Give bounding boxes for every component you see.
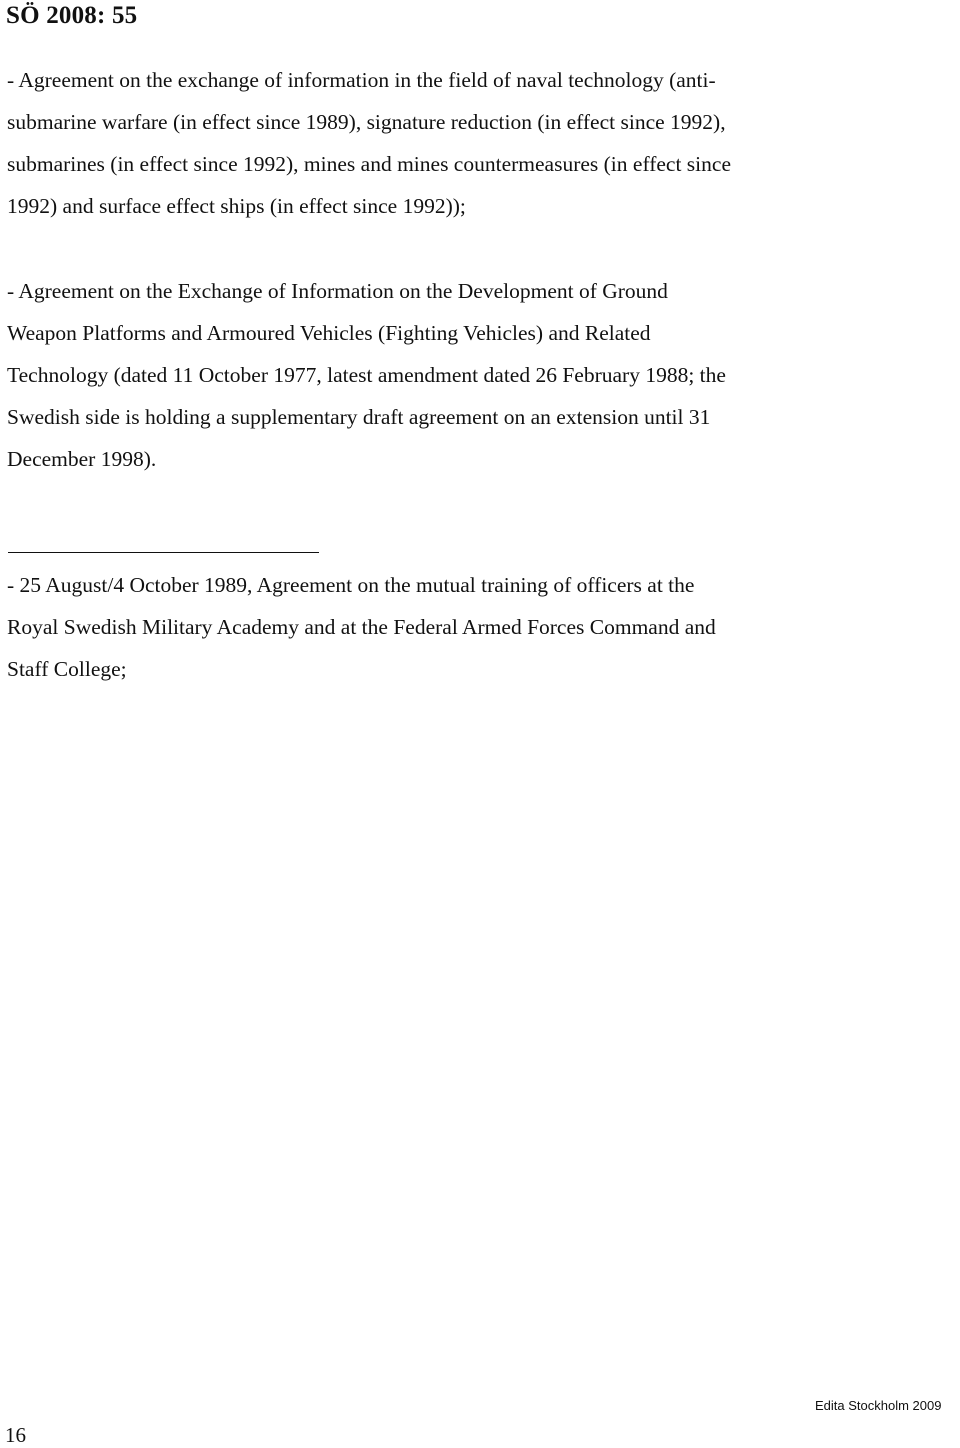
agreement-paragraph-ground-weapon-platforms — [7, 270, 907, 480]
paragraph-line: - Agreement on the exchange of information in the field of naval technology (anti- — [7, 68, 716, 92]
document-reference: SÖ 2008: 55 — [6, 2, 138, 29]
paragraph-line: submarines (in effect since 1992), mines and mines countermeasures (in effect since — [7, 152, 731, 176]
paragraph-line: Weapon Platforms and Armoured Vehicles (Fighting Vehicles) and Related — [7, 321, 651, 345]
paragraph-line: December 1998). — [7, 447, 157, 471]
paragraph-line: Technology (dated 11 October 1977, latest amendment dated 26 February 1988; the — [7, 363, 726, 387]
paragraph-line: - 25 August/4 October 1989, Agreement on the mutual training of officers at the — [7, 573, 695, 597]
page-number: 16 — [5, 1423, 26, 1447]
agreement-paragraph-naval-technology — [7, 59, 907, 227]
paragraph-line: - Agreement on the Exchange of Information on the Development of Ground — [7, 279, 668, 303]
paragraph-line: submarine warfare (in effect since 1989), signature reduction (in effect since 1992), — [7, 110, 726, 134]
publisher-imprint: Edita Stockholm 2009 — [815, 1398, 942, 1413]
paragraph-line: 1992) and surface effect ships (in effect since 1992)); — [7, 194, 466, 218]
paragraph-line: Swedish side is holding a supplementary draft agreement on an extension until 31 — [7, 405, 711, 429]
paragraph-line: Royal Swedish Military Academy and at the Federal Armed Forces Command and — [7, 615, 716, 639]
section-divider — [8, 552, 319, 553]
paragraph-line: Staff College; — [7, 657, 127, 681]
agreement-paragraph-officer-training — [7, 564, 907, 690]
